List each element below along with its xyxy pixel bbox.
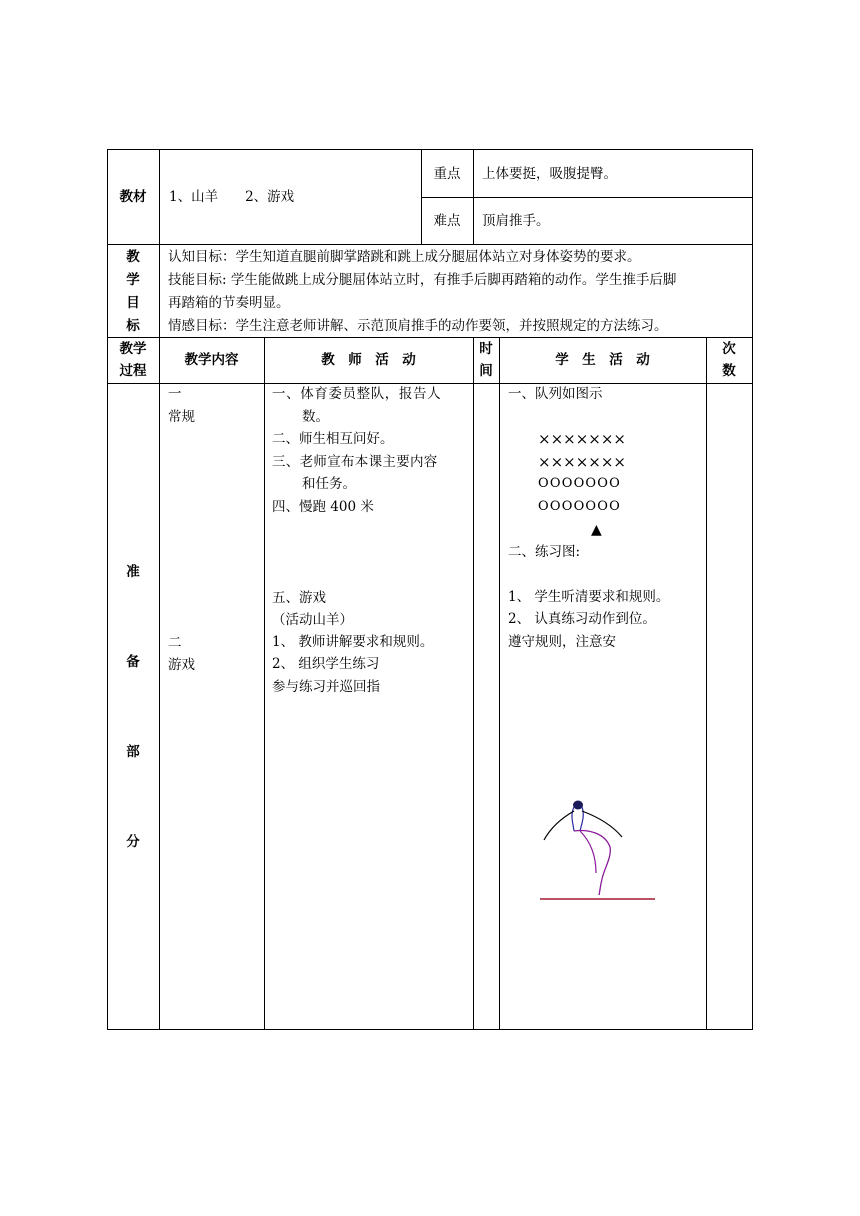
header-count: 次 — [722, 341, 736, 357]
teacher-line: （活动山羊） — [272, 612, 353, 628]
teacher-line: 四、慢跑 400 米 — [272, 499, 374, 515]
teacher-line: 五、游戏 — [272, 590, 326, 606]
key-point-label: 重点 — [433, 166, 461, 182]
goal-skill: 技能目标: 学生能做跳上成分腿屈体站立时，有推手后脚再踏箱的动作。学生推手后脚 — [168, 272, 677, 288]
teacher-line: 1、 教师讲解要求和规则。 — [272, 634, 434, 650]
difficulty-text: 顶肩推手。 — [482, 213, 550, 229]
header-process: 过程 — [119, 363, 147, 379]
content-item-1-name: 常规 — [168, 409, 195, 425]
table-right-border — [752, 149, 753, 1030]
col-divider-content — [264, 337, 265, 1030]
teacher-line: 二、师生相互问好。 — [272, 431, 394, 447]
formation-row: OOOOOOO — [538, 499, 622, 514]
goals-label-char: 标 — [126, 318, 140, 334]
teacher-line: 2、 组织学生练习 — [272, 656, 380, 672]
header-count: 数 — [722, 363, 736, 379]
row-divider-goals — [107, 244, 753, 245]
header-teacher: 教 师 活 动 — [321, 352, 416, 368]
row-divider-header — [107, 337, 753, 338]
col-divider-student — [706, 337, 707, 1030]
col-divider-process — [159, 337, 160, 1030]
content-item-1-num: 一 — [168, 386, 182, 402]
col-divider-label — [159, 149, 160, 245]
table-top-border — [107, 149, 753, 150]
material-content: 1、山羊 2、游戏 — [169, 189, 295, 205]
practice-figure-illustration — [530, 795, 665, 905]
col-divider-keypoint-label — [473, 149, 474, 245]
header-time: 间 — [479, 363, 493, 379]
goals-label-char: 学 — [126, 272, 140, 288]
section-char: 备 — [126, 654, 140, 670]
teacher-line: 和任务。 — [302, 476, 356, 492]
header-content: 教学内容 — [184, 352, 239, 368]
formation-row: ××××××× — [538, 453, 626, 471]
section-char: 分 — [126, 834, 140, 850]
material-label: 教材 — [119, 189, 147, 205]
section-char: 部 — [126, 744, 140, 760]
row-divider-keypoint — [421, 197, 753, 198]
student-line: 一、队列如图示 — [508, 386, 603, 402]
teacher-position-marker: ▲ — [591, 522, 602, 538]
teacher-line: 一、体育委员整队，报告人 — [272, 386, 442, 402]
student-line: 遵守规则，注意安 — [508, 634, 616, 650]
col-divider-time — [499, 337, 500, 1030]
goals-label-char: 教 — [126, 249, 140, 265]
formation-row: ××××××× — [538, 430, 626, 448]
content-item-2-name: 游戏 — [168, 657, 195, 673]
header-process: 教学 — [119, 341, 147, 357]
goals-label-char: 目 — [126, 295, 140, 311]
teacher-line: 三、老师宣布本课主要内容 — [272, 454, 438, 470]
teacher-line: 参与练习并巡回指 — [272, 679, 380, 695]
difficulty-label: 难点 — [433, 213, 461, 229]
section-char: 准 — [126, 564, 140, 580]
student-line: 1、 学生听清要求和规则。 — [508, 589, 670, 605]
teacher-line: 数。 — [302, 409, 329, 425]
content-item-2-num: 二 — [168, 635, 182, 651]
header-time: 时 — [479, 341, 493, 357]
key-point-text: 上体要挺，吸腹提臀。 — [482, 166, 617, 182]
goal-skill-cont: 再踏箱的节奏明显。 — [168, 295, 290, 311]
figure-head — [573, 801, 583, 810]
goal-cognitive: 认知目标：学生知道直腿前脚掌踏跳和跳上成分腿屈体站立对身体姿势的要求。 — [168, 249, 641, 265]
goal-affective: 情感目标：学生注意老师讲解、示范顶肩推手的动作要领，并按照规定的方法练习。 — [168, 318, 668, 334]
student-line: 二、练习图: — [508, 544, 581, 560]
formation-row: OOOOOOO — [538, 476, 622, 491]
col-divider-goals — [159, 244, 160, 338]
student-line: 2、 认真练习动作到位。 — [508, 611, 656, 627]
header-student: 学 生 活 动 — [555, 352, 650, 368]
col-divider-teacher — [473, 337, 474, 1030]
table-bottom-border — [107, 1029, 753, 1030]
